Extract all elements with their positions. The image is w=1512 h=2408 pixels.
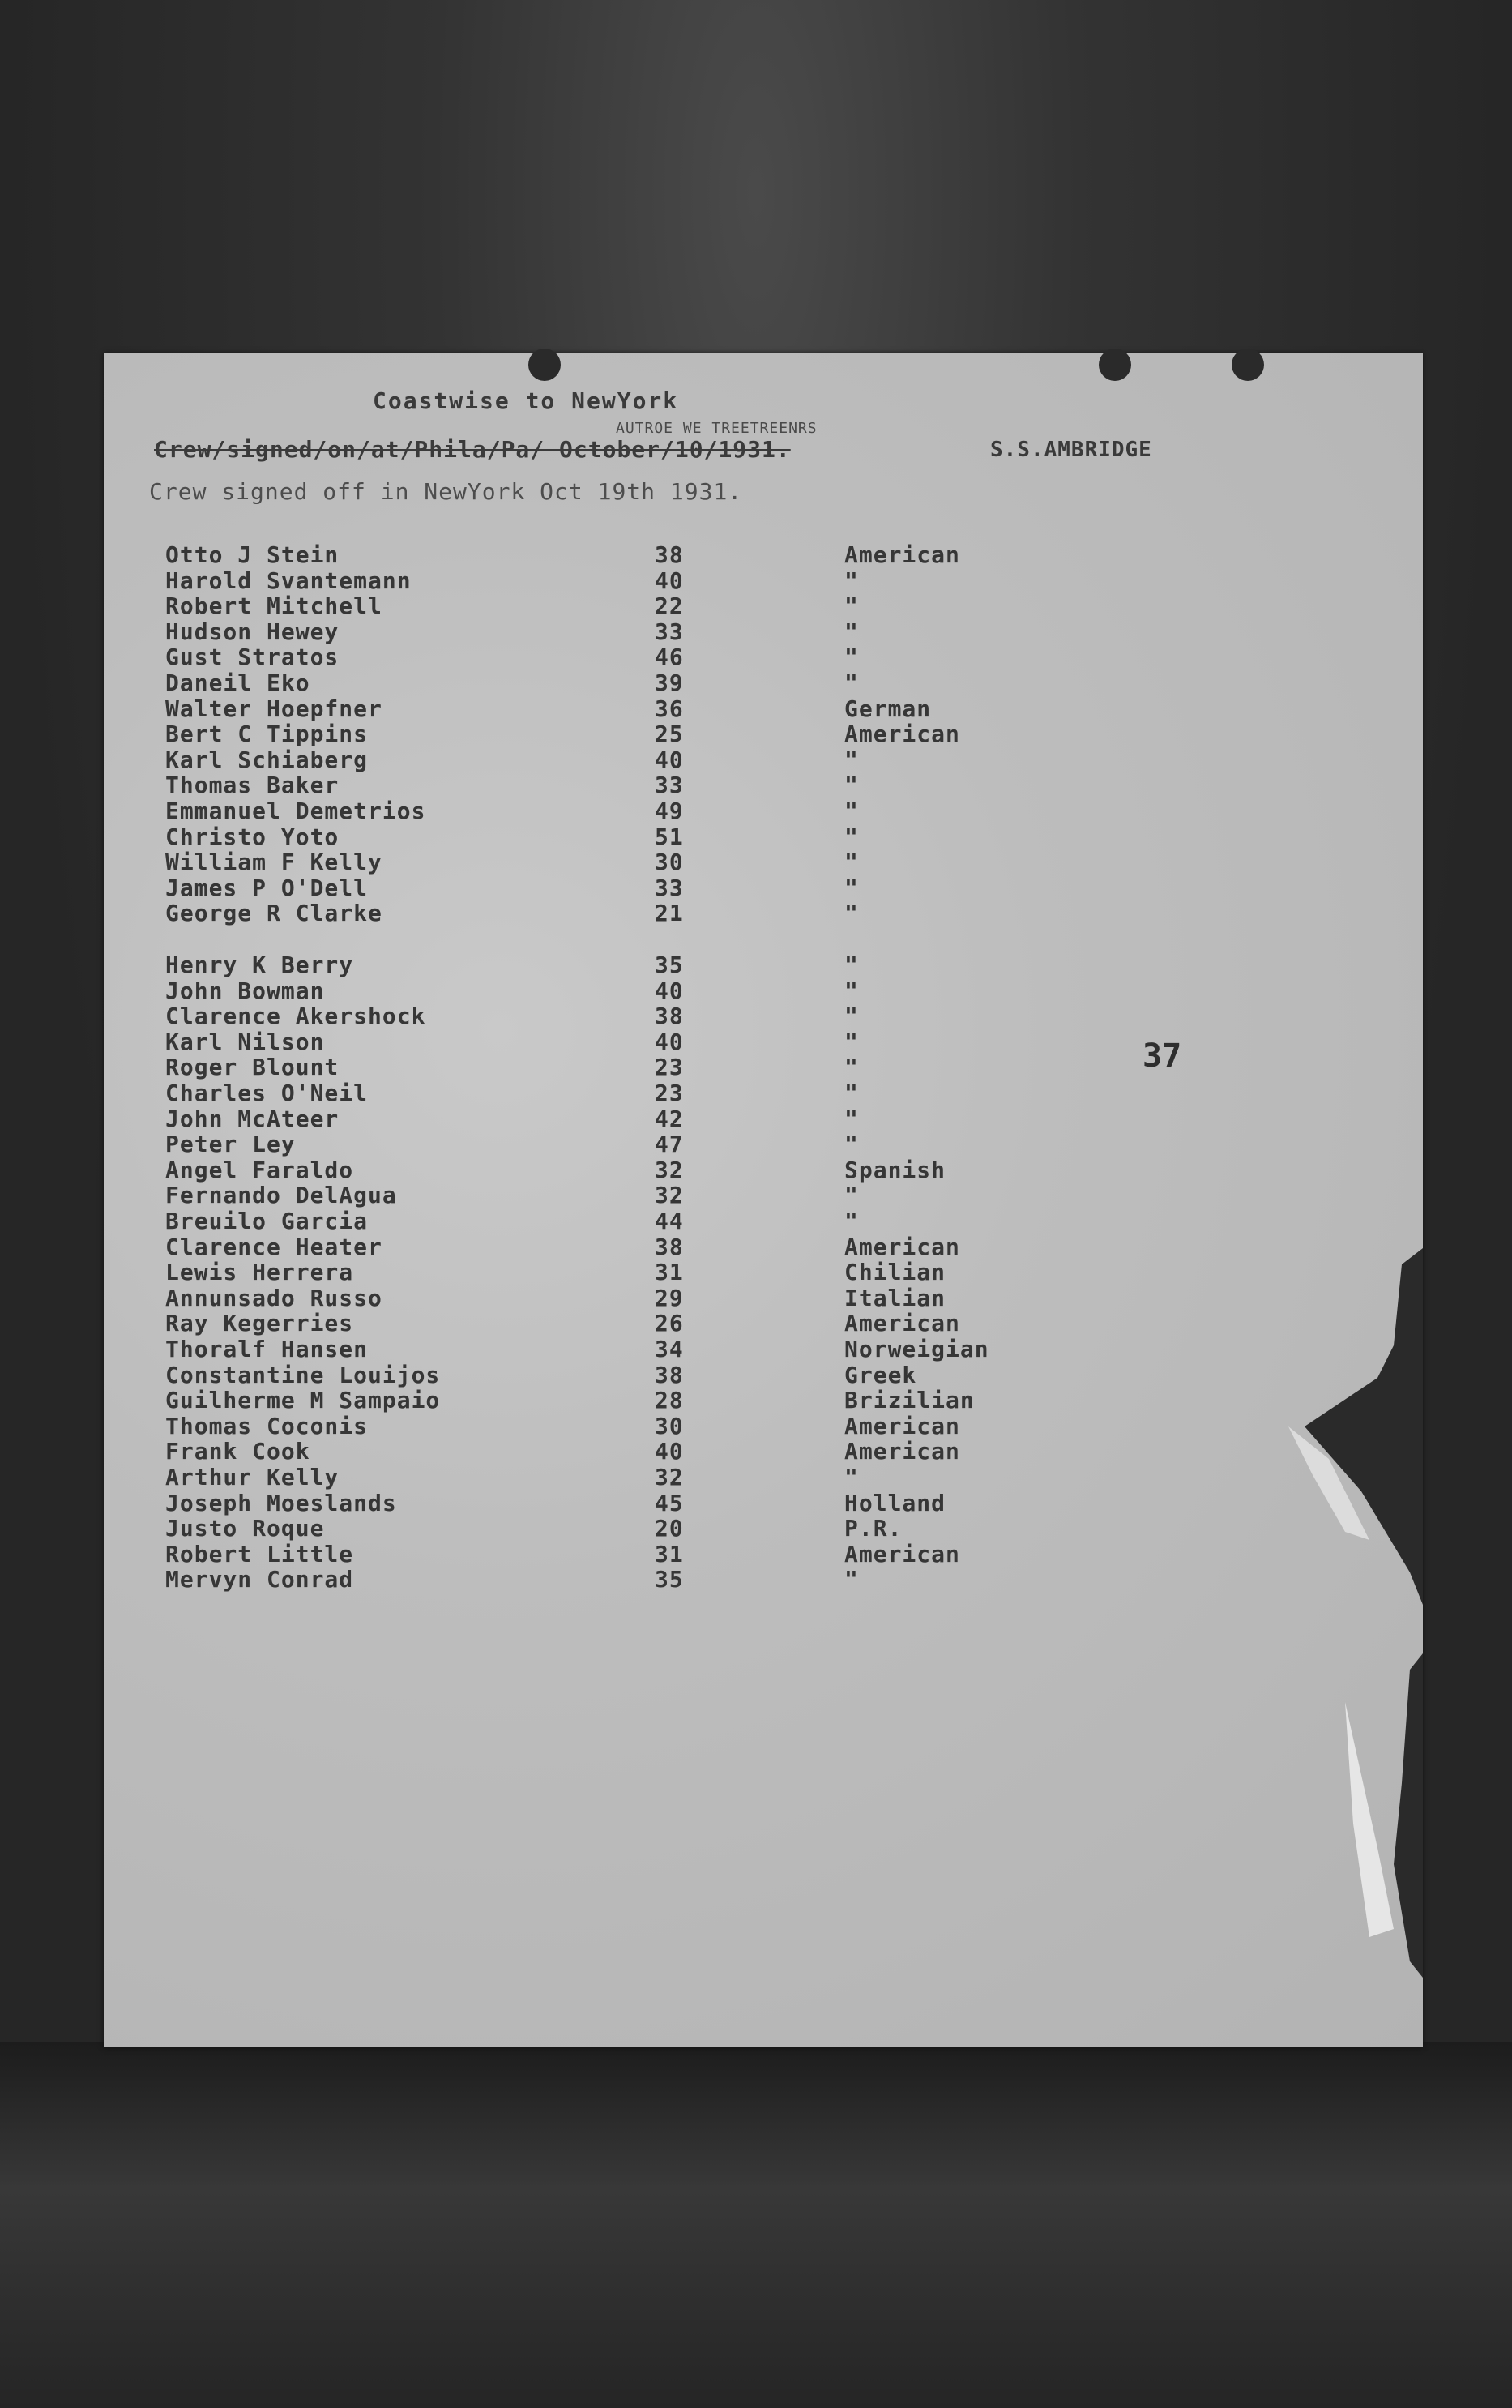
crew-name: Otto J Stein: [165, 541, 340, 568]
crew-nationality: ": [844, 977, 859, 1004]
crew-age: 29: [655, 1284, 684, 1311]
crew-age: 21: [655, 900, 684, 927]
crew-age: 42: [655, 1105, 684, 1132]
crew-name: Annunsado Russo: [165, 1284, 382, 1311]
crew-name: James P O'Dell: [165, 874, 369, 901]
crew-age: 38: [655, 1361, 684, 1388]
crew-age: 30: [655, 1412, 684, 1439]
crew-name: Thomas Coconis: [165, 1412, 369, 1439]
crew-name: Thomas Baker: [165, 772, 340, 799]
crew-name: Henry K Berry: [165, 952, 354, 978]
crew-name: Frank Cook: [165, 1438, 310, 1465]
crew-age: 31: [655, 1259, 684, 1286]
crew-nationality: Brizilian: [844, 1387, 975, 1414]
crew-nationality: P.R.: [844, 1515, 903, 1542]
crew-name: Lewis Herrera: [165, 1259, 354, 1286]
crew-name: Karl Nilson: [165, 1028, 325, 1055]
crew-name: Peter Ley: [165, 1131, 296, 1158]
ship-name: S.S.AMBRIDGE: [990, 438, 1152, 462]
crew-age: 49: [655, 798, 684, 824]
crew-name: Daneil Eko: [165, 669, 310, 696]
crew-age: 46: [655, 644, 684, 671]
crew-nationality: Norweigian: [844, 1336, 989, 1362]
crew-age: 31: [655, 1540, 684, 1568]
crew-nationality: ": [844, 1464, 859, 1491]
crew-name: Clarence Akershock: [165, 1003, 426, 1030]
crew-age: 36: [655, 695, 684, 722]
crew-age: 38: [655, 1003, 684, 1030]
crew-name: Hudson Hewey: [165, 618, 340, 645]
crew-nationality: ": [844, 849, 859, 876]
crew-age: 38: [655, 541, 684, 568]
crew-nationality: American: [844, 1438, 960, 1465]
struck-signed-on-line: Crew/signed/on/at/Phila/Pa/ October/10/1931.: [154, 436, 791, 463]
crew-age: 38: [655, 1233, 684, 1260]
crew-age: 25: [655, 721, 684, 748]
crew-nationality: ": [844, 669, 859, 696]
crew-name: Bert C Tippins: [165, 721, 369, 748]
crew-name: Mervyn Conrad: [165, 1566, 354, 1593]
crew-age: 40: [655, 746, 684, 773]
crew-name: Joseph Moeslands: [165, 1489, 397, 1516]
crew-age: 45: [655, 1489, 684, 1516]
crew-name: Robert Little: [165, 1540, 354, 1568]
crew-nationality: ": [844, 772, 859, 799]
crew-age: 32: [655, 1464, 684, 1491]
crew-name: Walter Hoepfner: [165, 695, 382, 722]
crew-age: 40: [655, 1028, 684, 1055]
crew-age: 32: [655, 1182, 684, 1209]
crew-name: Thoralf Hansen: [165, 1336, 369, 1362]
crew-age: 23: [655, 1054, 684, 1081]
crew-age: 35: [655, 1566, 684, 1593]
crew-age: 33: [655, 772, 684, 799]
crew-age: 47: [655, 1131, 684, 1158]
crew-age: 33: [655, 874, 684, 901]
crew-nationality: ": [844, 1208, 859, 1234]
crew-name: Emmanuel Demetrios: [165, 798, 426, 824]
crew-nationality: ": [844, 644, 859, 671]
crew-nationality: ": [844, 798, 859, 824]
crew-name: Karl Schiaberg: [165, 746, 369, 773]
crew-age: 40: [655, 567, 684, 594]
crew-nationality: Greek: [844, 1361, 917, 1388]
crew-nationality: ": [844, 823, 859, 850]
crew-name: Ray Kegerries: [165, 1310, 354, 1337]
crew-age: 40: [655, 977, 684, 1004]
crew-age: 32: [655, 1156, 684, 1183]
crew-nationality: American: [844, 1412, 960, 1439]
crew-name: William F Kelly: [165, 849, 382, 876]
crew-name: Harold Svantemann: [165, 567, 412, 594]
crew-name: Justo Roque: [165, 1515, 325, 1542]
crew-nationality: ": [844, 1105, 859, 1132]
crew-nationality: Chilian: [844, 1259, 946, 1286]
crew-name: Robert Mitchell: [165, 592, 382, 620]
crew-age: 28: [655, 1387, 684, 1414]
crew-age: 23: [655, 1080, 684, 1106]
crew-age: 44: [655, 1208, 684, 1234]
overtype-note: AUTROE WE TREETREENRS: [616, 420, 818, 437]
crew-nationality: ": [844, 1080, 859, 1106]
crew-nationality: Spanish: [844, 1156, 946, 1183]
crew-name: George R Clarke: [165, 900, 382, 927]
page-number: 37: [1143, 1037, 1182, 1075]
crew-nationality: ": [844, 618, 859, 645]
crew-nationality: ": [844, 592, 859, 620]
crew-nationality: American: [844, 721, 960, 748]
crew-nationality: ": [844, 900, 859, 927]
crew-name: Clarence Heater: [165, 1233, 382, 1260]
crew-nationality: ": [844, 1566, 859, 1593]
crew-nationality: ": [844, 1182, 859, 1209]
crew-name: Breuilo Garcia: [165, 1208, 369, 1234]
crew-name: Roger Blount: [165, 1054, 340, 1081]
crew-name: Gust Stratos: [165, 644, 340, 671]
crew-nationality: ": [844, 1054, 859, 1081]
crew-age: 33: [655, 618, 684, 645]
crew-nationality: ": [844, 874, 859, 901]
crew-age: 34: [655, 1336, 684, 1362]
crew-nationality: ": [844, 952, 859, 978]
crew-nationality: Holland: [844, 1489, 946, 1516]
crew-name: Constantine Louijos: [165, 1361, 441, 1388]
crew-age: 30: [655, 849, 684, 876]
crew-age: 39: [655, 669, 684, 696]
crew-age: 35: [655, 952, 684, 978]
crew-name: Arthur Kelly: [165, 1464, 340, 1491]
crew-age: 26: [655, 1310, 684, 1337]
crew-age: 20: [655, 1515, 684, 1542]
crew-name: Guilherme M Sampaio: [165, 1387, 441, 1414]
crew-nationality: German: [844, 695, 932, 722]
crew-name: Fernando DelAgua: [165, 1182, 397, 1209]
crew-nationality: American: [844, 1233, 960, 1260]
crew-nationality: ": [844, 1028, 859, 1055]
crew-age: 40: [655, 1438, 684, 1465]
crew-name: Angel Faraldo: [165, 1156, 354, 1183]
crew-name: John Bowman: [165, 977, 325, 1004]
crew-nationality: American: [844, 1310, 960, 1337]
crew-nationality: Italian: [844, 1284, 946, 1311]
document-title: Coastwise to NewYork: [373, 387, 679, 414]
crew-age: 51: [655, 823, 684, 850]
crew-name: John McAteer: [165, 1105, 340, 1132]
crew-nationality: ": [844, 1131, 859, 1158]
crew-nationality: ": [844, 1003, 859, 1030]
crew-name: Charles O'Neil: [165, 1080, 369, 1106]
crew-age: 22: [655, 592, 684, 620]
crew-nationality: ": [844, 746, 859, 773]
signed-off-line: Crew signed off in NewYork Oct 19th 1931.: [149, 478, 743, 505]
crew-nationality: ": [844, 567, 859, 594]
crew-nationality: American: [844, 1540, 960, 1568]
crew-name: Christo Yoto: [165, 823, 340, 850]
crew-nationality: American: [844, 541, 960, 568]
